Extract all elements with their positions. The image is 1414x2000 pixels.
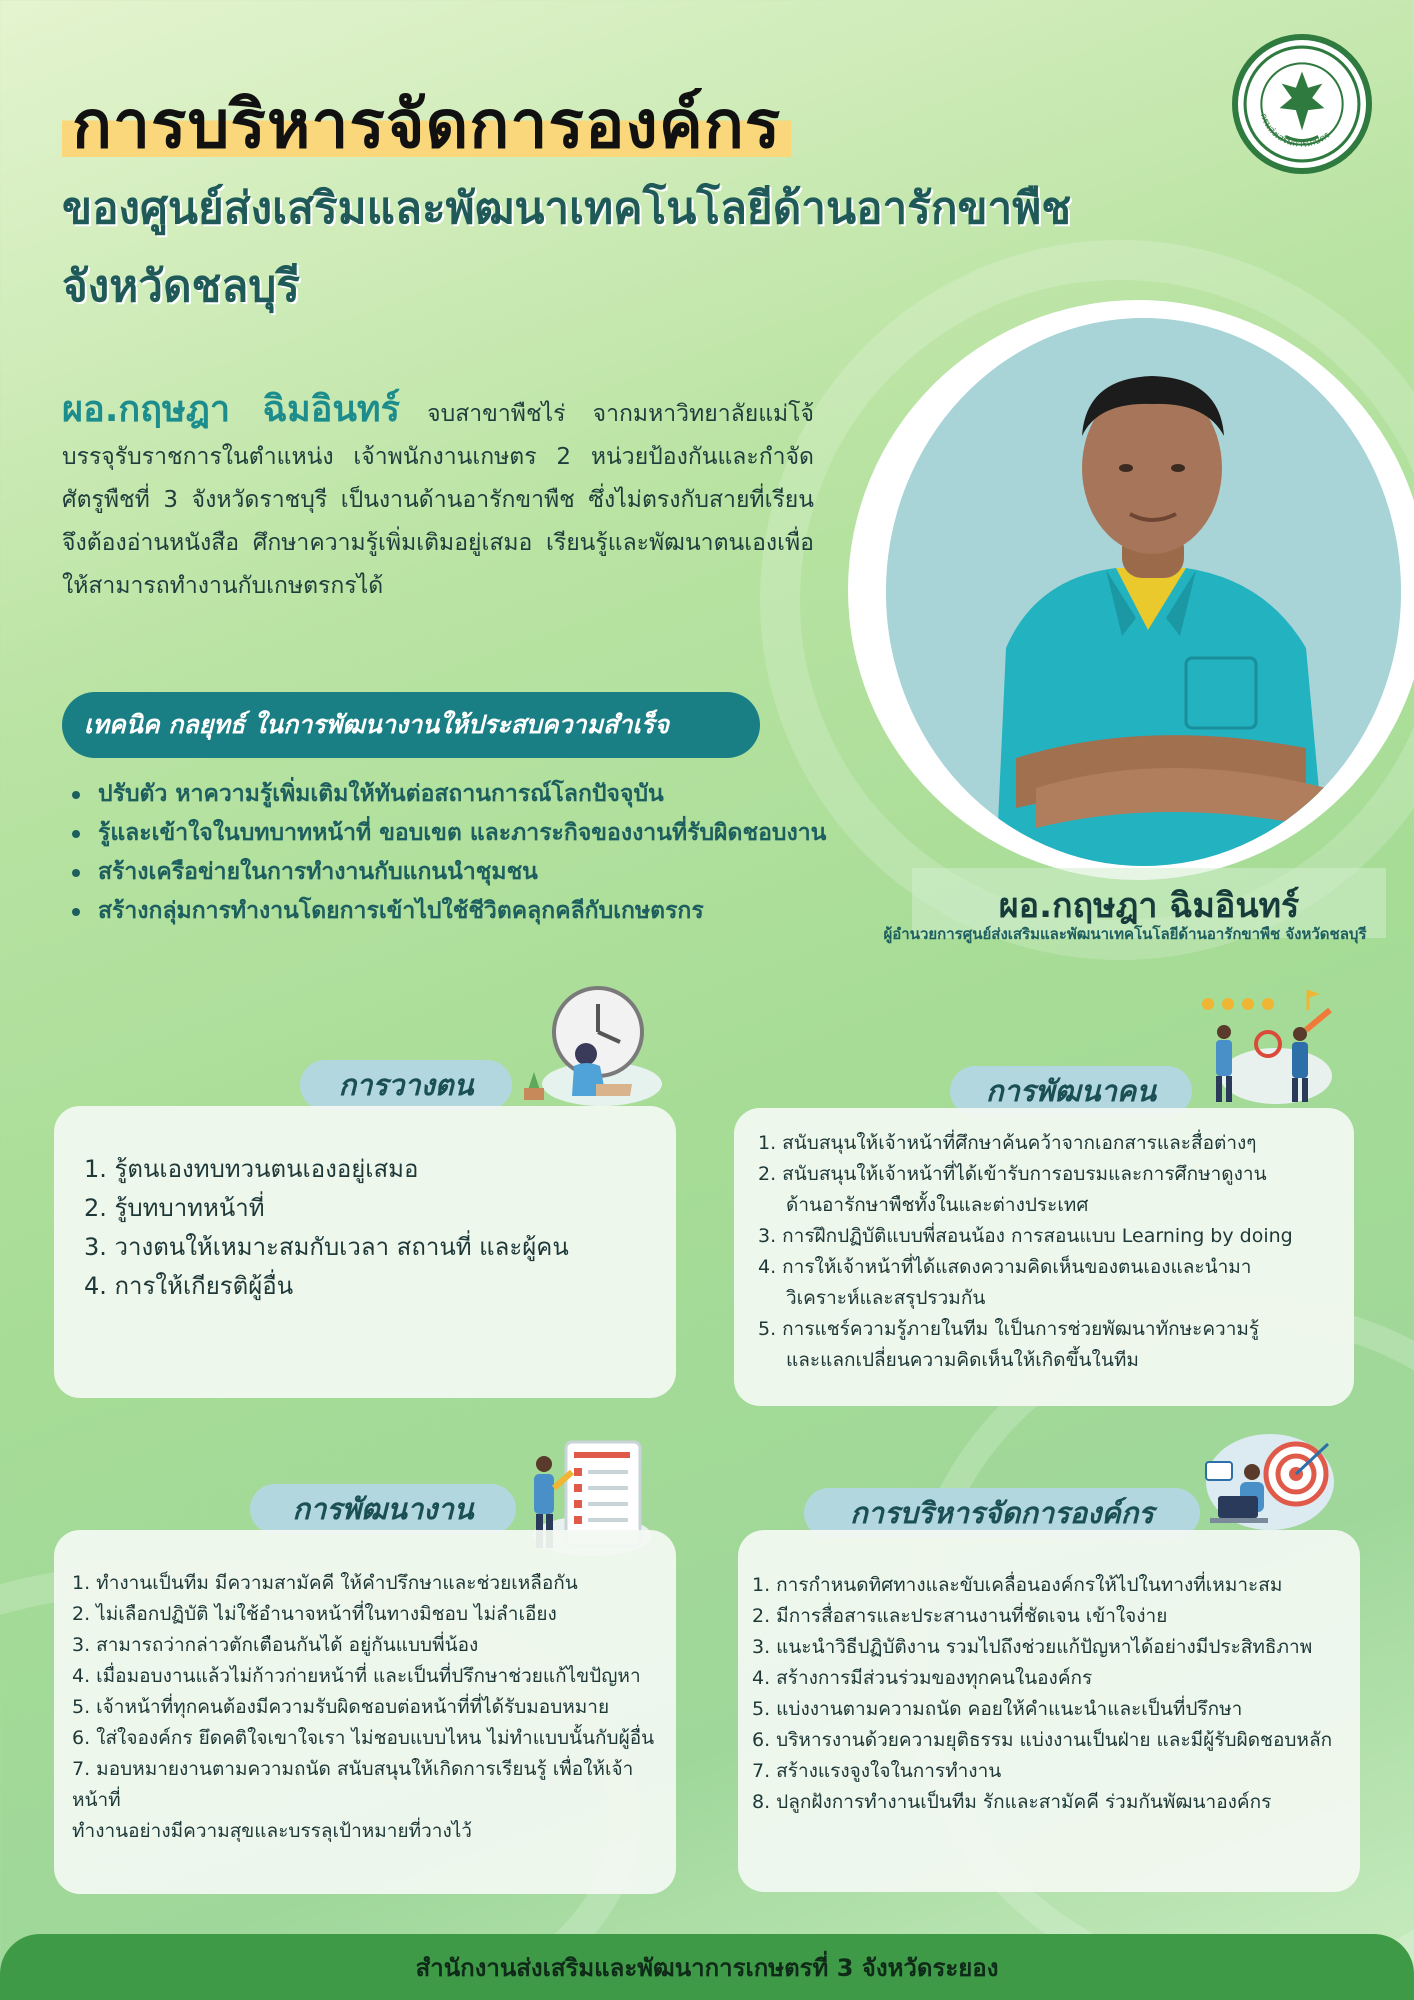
agriculture-department-seal-icon — [1232, 34, 1372, 174]
intro-text: จบสาขาพืชไร่ จากมหาวิทยาลัยแม่โจ้ บรรจุรับราชการในตำแหน่ง เจ้าพนักงานเกษตร 2 หน่วยป้องกันและกำจัดศัตรูพืชที่ 3 จังหวัดราชบุรี เป็นงานด้านอารักขาพืช ซึ่งไม่ตรงกับสายที่เรียน จึงต้องอ่านหนังสือ ศึกษาความรู้เพิ่มเติมอยู่เสมอ เรียนรู้และพัฒนาตนเองเพื่อให้สามารถทำงานกับเกษตรกรได้ — [62, 401, 815, 599]
list-item-text: 7. มอบหมายงานตามความถนัด สนับสนุนให้เกิดการเรียนรู้ เพื่อให้เจ้าหน้าที่ — [72, 1758, 634, 1811]
list-item — [72, 1754, 658, 1847]
section-list-work — [72, 1568, 658, 1847]
list-item-text: 4. การให้เจ้าหน้าที่ได้แสดงความคิดเห็นของตนเองและนำมา — [758, 1256, 1252, 1278]
list-item-text: 2. ไม่เลือกปฏิบัติ ไม่ใช้อำนาจหน้าที่ในทางมิชอบ ไม่ลำเอียง — [72, 1603, 557, 1625]
list-item: 3. วางตนให้เหมาะสมกับเวลา สถานที่ และผู้คน — [84, 1233, 569, 1261]
list-item-text: 1. ทำงานเป็นทีม มีความสามัคคี ให้คำปรึกษาและช่วยเหลือกัน — [72, 1572, 578, 1594]
person-with-clock-illustration-icon — [512, 984, 662, 1106]
section-title-people: การพัฒนาคน — [950, 1066, 1192, 1116]
profile-name: ผอ.กฤษฎา ฉิมอินทร์ — [998, 886, 1300, 926]
list-item-text: 6. ใส่ใจองค์กร ยึดคติใจเขาใจเรา ไม่ชอบแบบไหน ไม่ทำแบบนั้นกับผู้อื่น — [72, 1727, 655, 1749]
list-item: 1. รู้ตนเองทบทวนตนเองอยู่เสมอ — [84, 1155, 419, 1183]
list-item: 6. บริหารงานด้วยความยุติธรรม แบ่งงานเป็นฝ่าย และมีผู้รับผิดชอบหลัก — [752, 1729, 1333, 1751]
list-item — [72, 1568, 658, 1599]
logo-ring-text: กรมส่งเสริมการเกษตร — [1257, 112, 1333, 150]
section-list-self — [84, 1150, 646, 1306]
list-item: 5. แบ่งงานตามความถนัด คอยให้คำแนะนำและเป็นที่ปรึกษา — [752, 1698, 1243, 1720]
list-item — [758, 1128, 1334, 1159]
list-item: 4. สร้างการมีส่วนร่วมของทุกคนในองค์กร — [752, 1667, 1093, 1689]
techniques-list — [70, 775, 940, 931]
section-card-people — [734, 1108, 1354, 1406]
list-item — [72, 1630, 658, 1661]
target-laptop-illustration-icon — [1200, 1422, 1338, 1534]
section-card-work — [54, 1530, 676, 1894]
list-item-text: 3. การฝึกปฏิบัติแบบพี่สอนน้อง การสอนแบบ Learning by doing — [758, 1225, 1293, 1247]
portrait-photo — [886, 318, 1401, 866]
list-item — [72, 1599, 658, 1630]
list-item: สร้างเครือข่ายในการทำงานกับแกนนำชุมชน — [70, 853, 940, 892]
list-item: 4. การให้เกียรติผู้อื่น — [84, 1272, 294, 1300]
section-card-org — [738, 1530, 1360, 1892]
intro-paragraph — [62, 388, 814, 608]
list-item-continuation: ทำงานอย่างมีความสุขและบรรลุเป้าหมายที่วางไว้ — [72, 1820, 472, 1842]
list-item — [758, 1314, 1334, 1376]
section-list-org — [752, 1570, 1344, 1818]
list-item: 8. ปลูกฝังการทำงานเป็นทีม รักและสามัคคี ร่วมกันพัฒนาองค์กร — [752, 1791, 1272, 1813]
section-card-self — [54, 1106, 676, 1398]
list-item-continuation: วิเคราะห์และสรุปรวมกัน — [786, 1287, 986, 1309]
subtitle-line-2: จังหวัดชลบุรี — [62, 261, 300, 312]
intro-name: ผอ.กฤษฎา ฉิมอินทร์ — [62, 389, 400, 430]
list-item — [758, 1221, 1334, 1252]
list-item: รู้และเข้าใจในบทบาทหน้าที่ ขอบเขต และภาระกิจของงานที่รับผิดชอบงาน — [70, 814, 940, 853]
list-item-text: 5. เจ้าหน้าที่ทุกคนต้องมีความรับผิดชอบต่อหน้าที่ที่ได้รับมอบหมาย — [72, 1696, 610, 1718]
svg-text:กรมส่งเสริมการเกษตร — [1258, 112, 1333, 149]
list-item: 3. แนะนำวิธีปฏิบัติงาน รวมไปถึงช่วยแก้ปัญหาได้อย่างมีประสิทธิภาพ — [752, 1636, 1313, 1658]
techniques-heading: เทคนิค กลยุทธ์ ในการพัฒนางานให้ประสบความสำเร็จ — [62, 692, 760, 758]
footer-organization: สำนักงานส่งเสริมและพัฒนาการเกษตรที่ 3 จังหวัดระยอง — [0, 1934, 1414, 2000]
list-item: สร้างกลุ่มการทำงานโดยการเข้าไปใช้ชีวิตคลุกคลีกับเกษตรกร — [70, 892, 940, 931]
list-item — [758, 1159, 1334, 1221]
list-item-continuation: และแลกเปลี่ยนความคิดเห็นให้เกิดขึ้นในทีม — [786, 1349, 1139, 1371]
page-subtitle — [62, 170, 1262, 326]
list-item-continuation: ด้านอารักษาพืชทั้งในและต่างประเทศ — [786, 1194, 1089, 1216]
page-title: การบริหารจัดการองค์กร — [62, 72, 791, 177]
list-item-text: 5. การแชร์ความรู้ภายในทีม ใเป็นการช่วยพัฒนาทักษะความรู้ — [758, 1318, 1260, 1340]
team-goal-illustration-icon — [1196, 984, 1336, 1108]
list-item: 2. มีการสื่อสารและประสานงานที่ชัดเจน เข้าใจง่าย — [752, 1605, 1168, 1627]
list-item — [72, 1692, 658, 1723]
list-item: 2. รู้บทบาทหน้าที่ — [84, 1194, 265, 1222]
list-item — [72, 1723, 658, 1754]
list-item — [758, 1252, 1334, 1314]
profile-role: ผู้อำนวยการศูนย์ส่งเสริมและพัฒนาเทคโนโลยีด้านอารักขาพืช จังหวัดชลบุรี — [883, 925, 1367, 943]
list-item-text: 1. สนับสนุนให้เจ้าหน้าที่ศึกษาค้นคว้าจากเอกสารและสื่อต่างๆ — [758, 1132, 1257, 1154]
list-item-text: 4. เมื่อมอบงานแล้วไม่ก้าวก่ายหน้าที่ และเป็นที่ปรึกษาช่วยแก้ไขปัญหา — [72, 1665, 641, 1687]
section-title-org: การบริหารจัดการองค์กร — [804, 1488, 1200, 1538]
subtitle-line-1: ของศูนย์ส่งเสริมและพัฒนาเทคโนโลยีด้านอารักขาพืช — [62, 183, 1072, 234]
list-item: 7. สร้างแรงจูงใจในการทำงาน — [752, 1760, 1002, 1782]
section-list-people — [758, 1128, 1334, 1376]
list-item-text: 3. สามารถว่ากล่าวตักเตือนกันได้ อยู่กันแบบพี่น้อง — [72, 1634, 479, 1656]
section-title-work: การพัฒนางาน — [250, 1484, 516, 1534]
list-item: 1. การกำหนดทิศทางและขับเคลื่อนองค์กรให้ไปในทางที่เหมาะสม — [752, 1574, 1283, 1596]
section-title-self: การวางตน — [300, 1060, 512, 1110]
list-item — [72, 1661, 658, 1692]
list-item-text: 2. สนับสนุนให้เจ้าหน้าที่ได้เข้ารับการอบรมและการศึกษาดูงาน — [758, 1163, 1267, 1185]
list-item: ปรับตัว หาความรู้เพิ่มเติมให้ทันต่อสถานการณ์โลกปัจจุบัน — [70, 775, 940, 814]
